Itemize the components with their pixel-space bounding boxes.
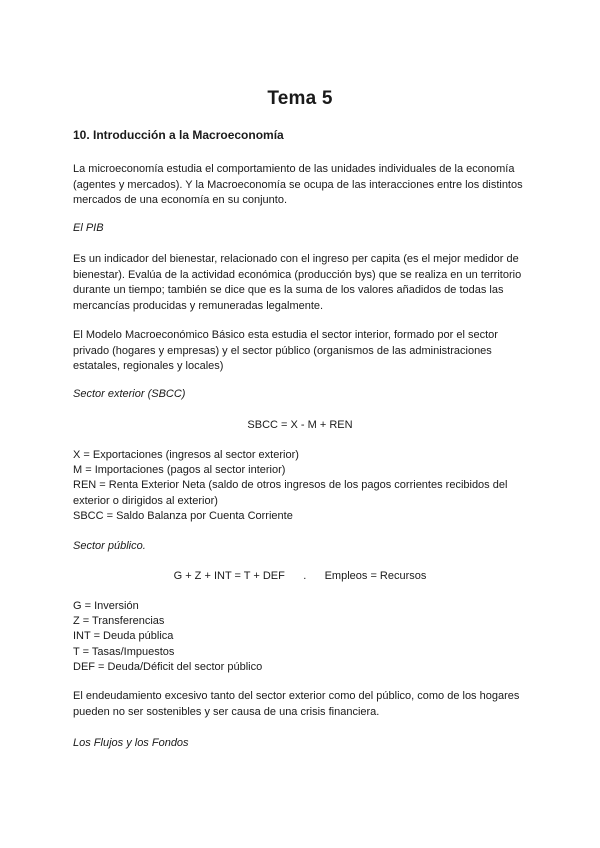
definition-item: INT = Deuda pública (73, 630, 174, 643)
pib-line: bienestar). Evalúa de la actividad económica (producción bys) que se realiza en un territorio (73, 268, 522, 281)
definition-item: M = Importaciones (pagos al sector interior) (73, 464, 286, 477)
publico-heading: Sector público. (73, 540, 146, 552)
definition-item: DEF = Deuda/Déficit del sector público (73, 660, 263, 673)
page-title: Tema 5 (267, 88, 333, 109)
intro-line: (agentes y mercados). Y la Macroeconomía se ocupa de las interacciones entre los distintos (73, 178, 523, 191)
publico-definitions (73, 599, 543, 675)
definition-item: REN = Renta Exterior Neta (saldo de otros ingresos de los pagos corrientes recibidos del (73, 479, 508, 492)
pib-line: Es un indicador del bienestar, relacionado con el ingreso per capita (es el mejor medidor de (73, 253, 519, 265)
definition-item: exterior o dirigidos al exterior) (73, 494, 218, 507)
endeudamiento-line: pueden no ser sostenibles y ser causa de una crisis financiera. (73, 705, 380, 718)
flujos-heading: Los Flujos y los Fondos (73, 737, 189, 749)
intro-line: La microeconomía estudia el comportamiento de las unidades individuales de la economía (73, 163, 515, 175)
definition-item: X = Exportaciones (ingresos al sector exterior) (73, 449, 299, 461)
modelo-line: estatales, regionales y locales) (73, 360, 224, 372)
pib-line: durante un tiempo; también se dice que es la suma de los valores añadidos de todas las (73, 284, 504, 296)
pib-paragraph (73, 252, 533, 314)
endeudamiento-line: El endeudamiento excesivo tanto del sector exterior como del público, como de los hogares (73, 690, 520, 702)
sbcc-formula: SBCC = X - M + REN (247, 419, 353, 431)
modelo-line: privado (hogares y empresas) y el sector público (organismos de las administraciones (73, 344, 492, 357)
exterior-definitions (73, 448, 543, 524)
pib-heading: El PIB (73, 222, 104, 234)
intro-line: mercados de una economía en su conjunto. (73, 194, 288, 206)
modelo-paragraph (73, 328, 533, 375)
definition-item: G = Inversión (73, 600, 139, 612)
definition-item: Z = Transferencias (73, 615, 165, 628)
modelo-line: El Modelo Macroeconómico Básico esta estudia el sector interior, formado por el sector (73, 329, 498, 341)
pib-line: mercancías producidas y remuneradas legalmente. (73, 299, 324, 312)
publico-formula: G + Z + INT = T + DEF . Empleos = Recursos (173, 570, 427, 582)
intro-paragraph (73, 162, 533, 209)
section-heading: 10. Introducción a la Macroeconomía (73, 128, 284, 142)
definition-item: SBCC = Saldo Balanza por Cuenta Corriente (73, 509, 293, 522)
definition-item: T = Tasas/Impuestos (73, 645, 175, 658)
exterior-heading: Sector exterior (SBCC) (73, 388, 186, 400)
endeudamiento-paragraph (73, 689, 533, 720)
